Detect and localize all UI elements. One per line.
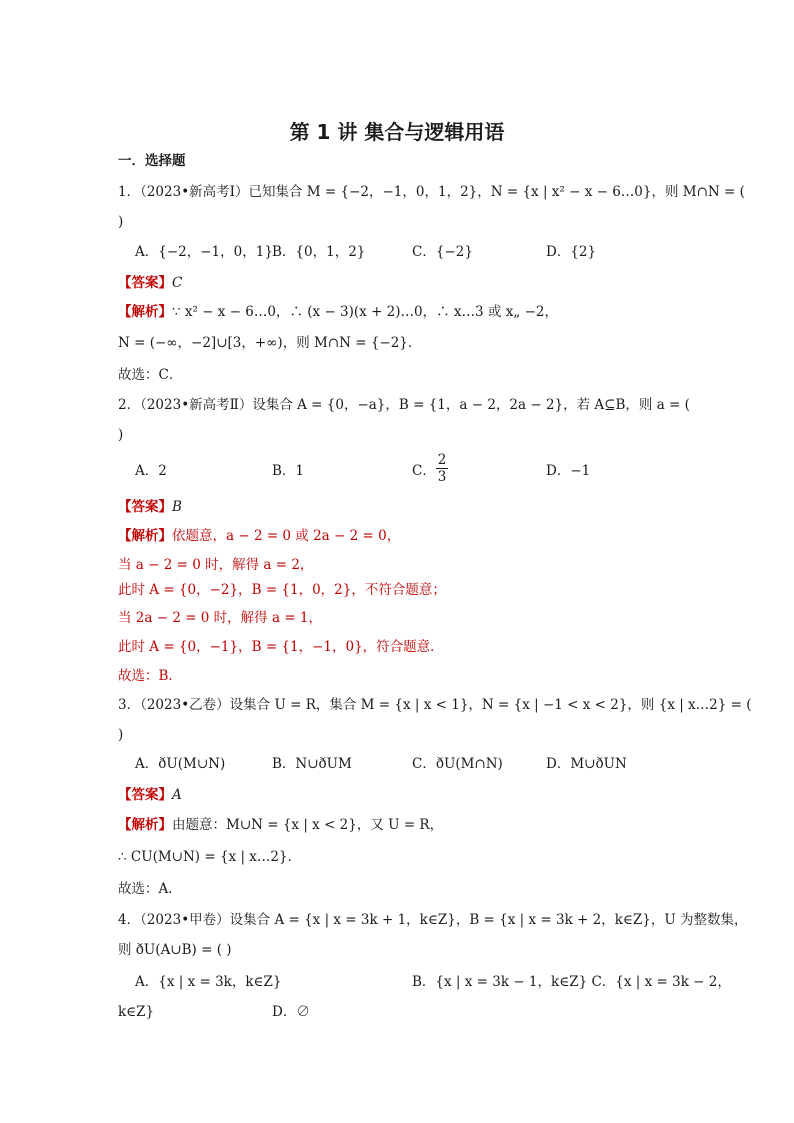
answer-label: 【答案】	[118, 275, 172, 291]
q3-analysis-line2: ∴ CU(M∪N) = {x | x…2}．	[118, 849, 302, 865]
q1-answer	[118, 273, 182, 293]
q2-answer-value: B	[172, 499, 182, 515]
analysis-label: 【解析】	[118, 304, 172, 320]
q4-option-d: D．∅	[272, 1004, 310, 1020]
q1-stem-line2: )	[118, 214, 124, 230]
q1-answer-value: C	[172, 275, 183, 291]
q1-option-c: C．{−2}	[412, 244, 473, 260]
q1-option-d: D．{2}	[546, 244, 597, 260]
q3-option-d: D．M∪ðUN	[546, 756, 627, 772]
q3-answer	[118, 785, 182, 805]
q2-stem-line1: 2．（2023•新高考Ⅱ）设集合 A = {0，−a}，B = {1，a − 2，2a − 2}，若 A⊆B，则 a = (	[118, 397, 690, 413]
q3-option-c: C．ðU(M∩N)	[412, 756, 503, 772]
page-title: 第 1 讲 集合与逻辑用语	[289, 120, 505, 144]
answer-label: 【答案】	[118, 787, 172, 803]
q1-analysis-line2: N = (−∞，−2]∪[3，+∞)，则 M∩N = {−2}．	[118, 335, 422, 351]
q2-conclusion: 故选：B．	[118, 668, 182, 684]
q2-analysis-line1	[118, 526, 400, 546]
q2-answer	[118, 497, 182, 517]
q3-answer-value: A	[172, 787, 182, 803]
fraction-denominator: 3	[437, 469, 447, 485]
q1-analysis-text1: ∵ x² − x − 6…0，∴ (x − 3)(x + 2)…0，∴ x…3 或 x„ −2，	[172, 304, 559, 320]
analysis-label: 【解析】	[118, 817, 172, 833]
q2-analysis-line3: 此时 A = {0，−2}，B = {1，0，2}，不符合题意；	[118, 582, 446, 598]
q2-analysis-line4: 当 2a − 2 = 0 时，解得 a = 1，	[118, 610, 323, 626]
q4-stem-line1: 4．（2023•甲卷）设集合 A = {x | x = 3k + 1，k∈Z}，B = {x | x = 3k + 2，k∈Z}，U 为整数集，	[118, 912, 748, 928]
fraction-numerator: 2	[437, 452, 447, 468]
q1-stem-line1: 1．（2023•新高考Ⅰ）已知集合 M = {−2，−1，0，1，2}，N = {x | x² − x − 6…0}，则 M∩N = (	[118, 184, 745, 200]
q2-analysis-line2: 当 a − 2 = 0 时，解得 a = 2，	[118, 557, 314, 573]
q2-analysis-text1: 依题意，a − 2 = 0 或 2a − 2 = 0，	[172, 528, 401, 544]
q1-option-b: B．{0，1，2}	[272, 244, 366, 260]
q3-option-b: B．N∪ðUM	[272, 756, 352, 772]
q2-option-d: D．−1	[546, 463, 591, 479]
q2-stem-line2: )	[118, 427, 124, 443]
q1-option-a: A．{−2，−1，0，1}	[135, 244, 273, 260]
q4-stem-line2: 则 ðU(A∪B) = ( )	[118, 942, 232, 958]
q2-option-b: B．1	[272, 463, 305, 479]
q3-stem-line1: 3．（2023•乙卷）设集合 U = R，集合 M = {x | x < 1}，N = {x | −1 < x < 2}，则 {x | x…2} = (	[118, 697, 752, 713]
q1-conclusion: 故选：C．	[118, 367, 183, 383]
analysis-label: 【解析】	[118, 528, 172, 544]
q3-option-a: A．ðU(M∪N)	[135, 756, 226, 772]
section-heading: 一．选择题	[118, 153, 186, 169]
q2-option-a: A．2	[135, 463, 167, 479]
q3-conclusion: 故选：A．	[118, 881, 182, 897]
q3-stem-line2: )	[118, 727, 124, 743]
q3-analysis-text1: 由题意：M∪N = {x | x < 2}，又 U = R，	[172, 817, 444, 833]
q2-analysis-line5: 此时 A = {0，−1}，B = {1，−1，0}，符合题意．	[118, 639, 444, 655]
q2-option-c: C．	[412, 463, 436, 479]
q1-analysis-line1	[118, 302, 558, 322]
q4-option-b-c: B．{x | x = 3k − 1，k∈Z} C．{x | x = 3k − 2，	[412, 974, 731, 990]
q2-option-c-fraction	[436, 452, 448, 485]
answer-label: 【答案】	[118, 499, 172, 515]
q4-option-a: A．{x | x = 3k，k∈Z}	[135, 974, 282, 990]
q4-option-c-cont: k∈Z}	[118, 1004, 155, 1020]
q3-analysis-line1	[118, 815, 443, 835]
